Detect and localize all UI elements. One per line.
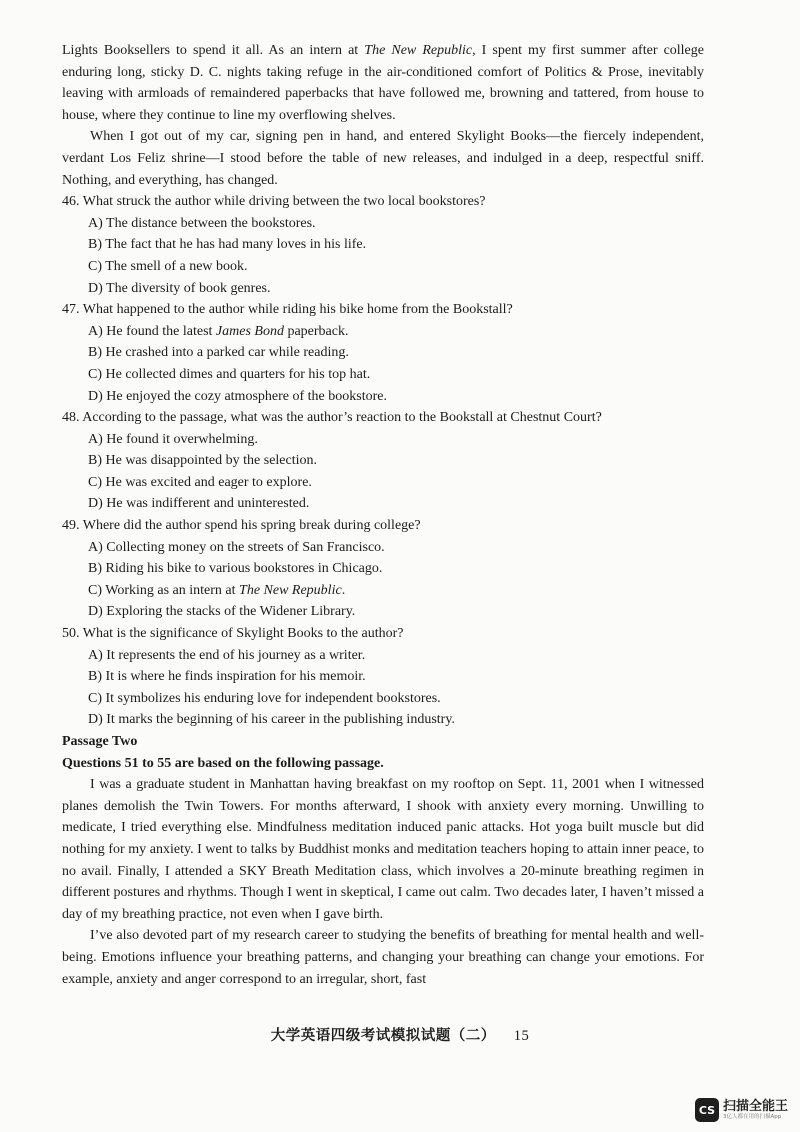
question-stem: 48. According to the passage, what was the author’s reaction to the Bookstall at Chestnut Court?: [62, 410, 602, 426]
answer-option: B) It is where he finds inspiration for his memoir.: [88, 669, 366, 685]
scanner-watermark: [695, 1098, 788, 1122]
answer-option: D) The diversity of book genres.: [88, 280, 271, 296]
page-number: 15: [513, 1028, 530, 1044]
passage-paragraph: When I got out of my car, signing pen in hand, and entered Skylight Books—the fiercely independent, verdant Los Feliz shrine—I stood before the table of new releases, and indulged in a deep, respectful sniff. Nothing, and everything, has changed.: [62, 129, 704, 188]
answer-option: C) It symbolizes his enduring love for independent bookstores.: [88, 690, 441, 706]
answer-option: C) He collected dimes and quarters for his top hat.: [88, 366, 371, 382]
question-stem: 49. Where did the author spend his spring break during college?: [62, 518, 421, 534]
answer-option: D) He was indifferent and uninterested.: [88, 496, 310, 512]
question-stem: 47. What happened to the author while riding his bike home from the Bookstall?: [62, 302, 513, 318]
answer-option: C) He was excited and eager to explore.: [88, 474, 312, 490]
answer-option: A) He found the latest James Bond paperback.: [88, 323, 349, 339]
answer-option: C) The smell of a new book.: [88, 258, 248, 274]
answer-option: D) He enjoyed the cozy atmosphere of the bookstore.: [88, 388, 387, 404]
answer-option: B) He was disappointed by the selection.: [88, 453, 318, 469]
passage-title: Passage Two: [62, 734, 138, 749]
answer-option: A) Collecting money on the streets of San Francisco.: [88, 539, 385, 555]
exam-title: 大学英语四级考试模拟试题（二）: [270, 1028, 496, 1044]
answer-option: A) The distance between the bookstores.: [88, 215, 316, 231]
scanner-app-subtitle: 3亿人都在用的扫描App: [722, 1114, 782, 1120]
answer-option: A) It represents the end of his journey as a writer.: [88, 647, 366, 663]
publication-title: The New Republic: [364, 43, 473, 58]
passage-instruction: Questions 51 to 55 are based on the following passage.: [62, 755, 384, 771]
question-stem: 46. What struck the author while driving between the two local bookstores?: [62, 194, 486, 210]
camscanner-logo-icon: CS: [695, 1098, 719, 1122]
answer-option: C) Working as an intern at The New Republic.: [88, 582, 346, 598]
answer-option: B) The fact that he has had many loves in his life.: [88, 237, 367, 253]
answer-option: D) Exploring the stacks of the Widener Library.: [88, 604, 356, 620]
question-stem: 50. What is the significance of Skylight Books to the author?: [62, 626, 404, 642]
passage-paragraph: Lights Booksellers to spend it all. As an intern at The New Republic, I spent my first summer after college enduring long, sticky D. C. nights taking refuge in the air-conditioned comfort of Politics & Prose, inevitably leaving with armloads of remaindered paperbacks that have followed me, browning and tattered, from house to house, where they continue to line my overflowing shelves.: [62, 43, 704, 123]
scanner-app-name: 扫描全能王: [722, 1099, 788, 1114]
answer-option: D) It marks the beginning of his career in the publishing industry.: [88, 712, 455, 728]
passage-paragraph: I’ve also devoted part of my research career to studying the benefits of breathing for mental health and well-being. Emotions influence your breathing patterns, and changing your breathing can change your emotions. For example, anxiety and anger correspond to an irregular, short, fast: [62, 928, 704, 987]
page-footer: [0, 1024, 800, 1045]
answer-option: B) Riding his bike to various bookstores in Chicago.: [88, 561, 383, 577]
answer-option: B) He crashed into a parked car while reading.: [88, 345, 349, 361]
document-page: [62, 40, 704, 990]
passage-paragraph: I was a graduate student in Manhattan having breakfast on my rooftop on Sept. 11, 2001 when I witnessed planes demolish the Twin Towers. For months afterward, I shook with anxiety every morning. Unwilling to medicate, I tried everything else. Mindfulness meditation induced panic attacks. Hot yoga built muscle but did nothing for my anxiety. I went to talks by Buddhist monks and meditation teachers hoping to attain inner peace, to no avail. Finally, I attended a SKY Breath Meditation class, which involves a 20-minute breathing regimen in different postures and rhythms. Though I went in skeptical, I came out calm. Two decades later, I haven’t missed a day of my breathing practice, not even when I gave birth.: [62, 777, 704, 922]
answer-option: A) He found it overwhelming.: [88, 431, 258, 447]
